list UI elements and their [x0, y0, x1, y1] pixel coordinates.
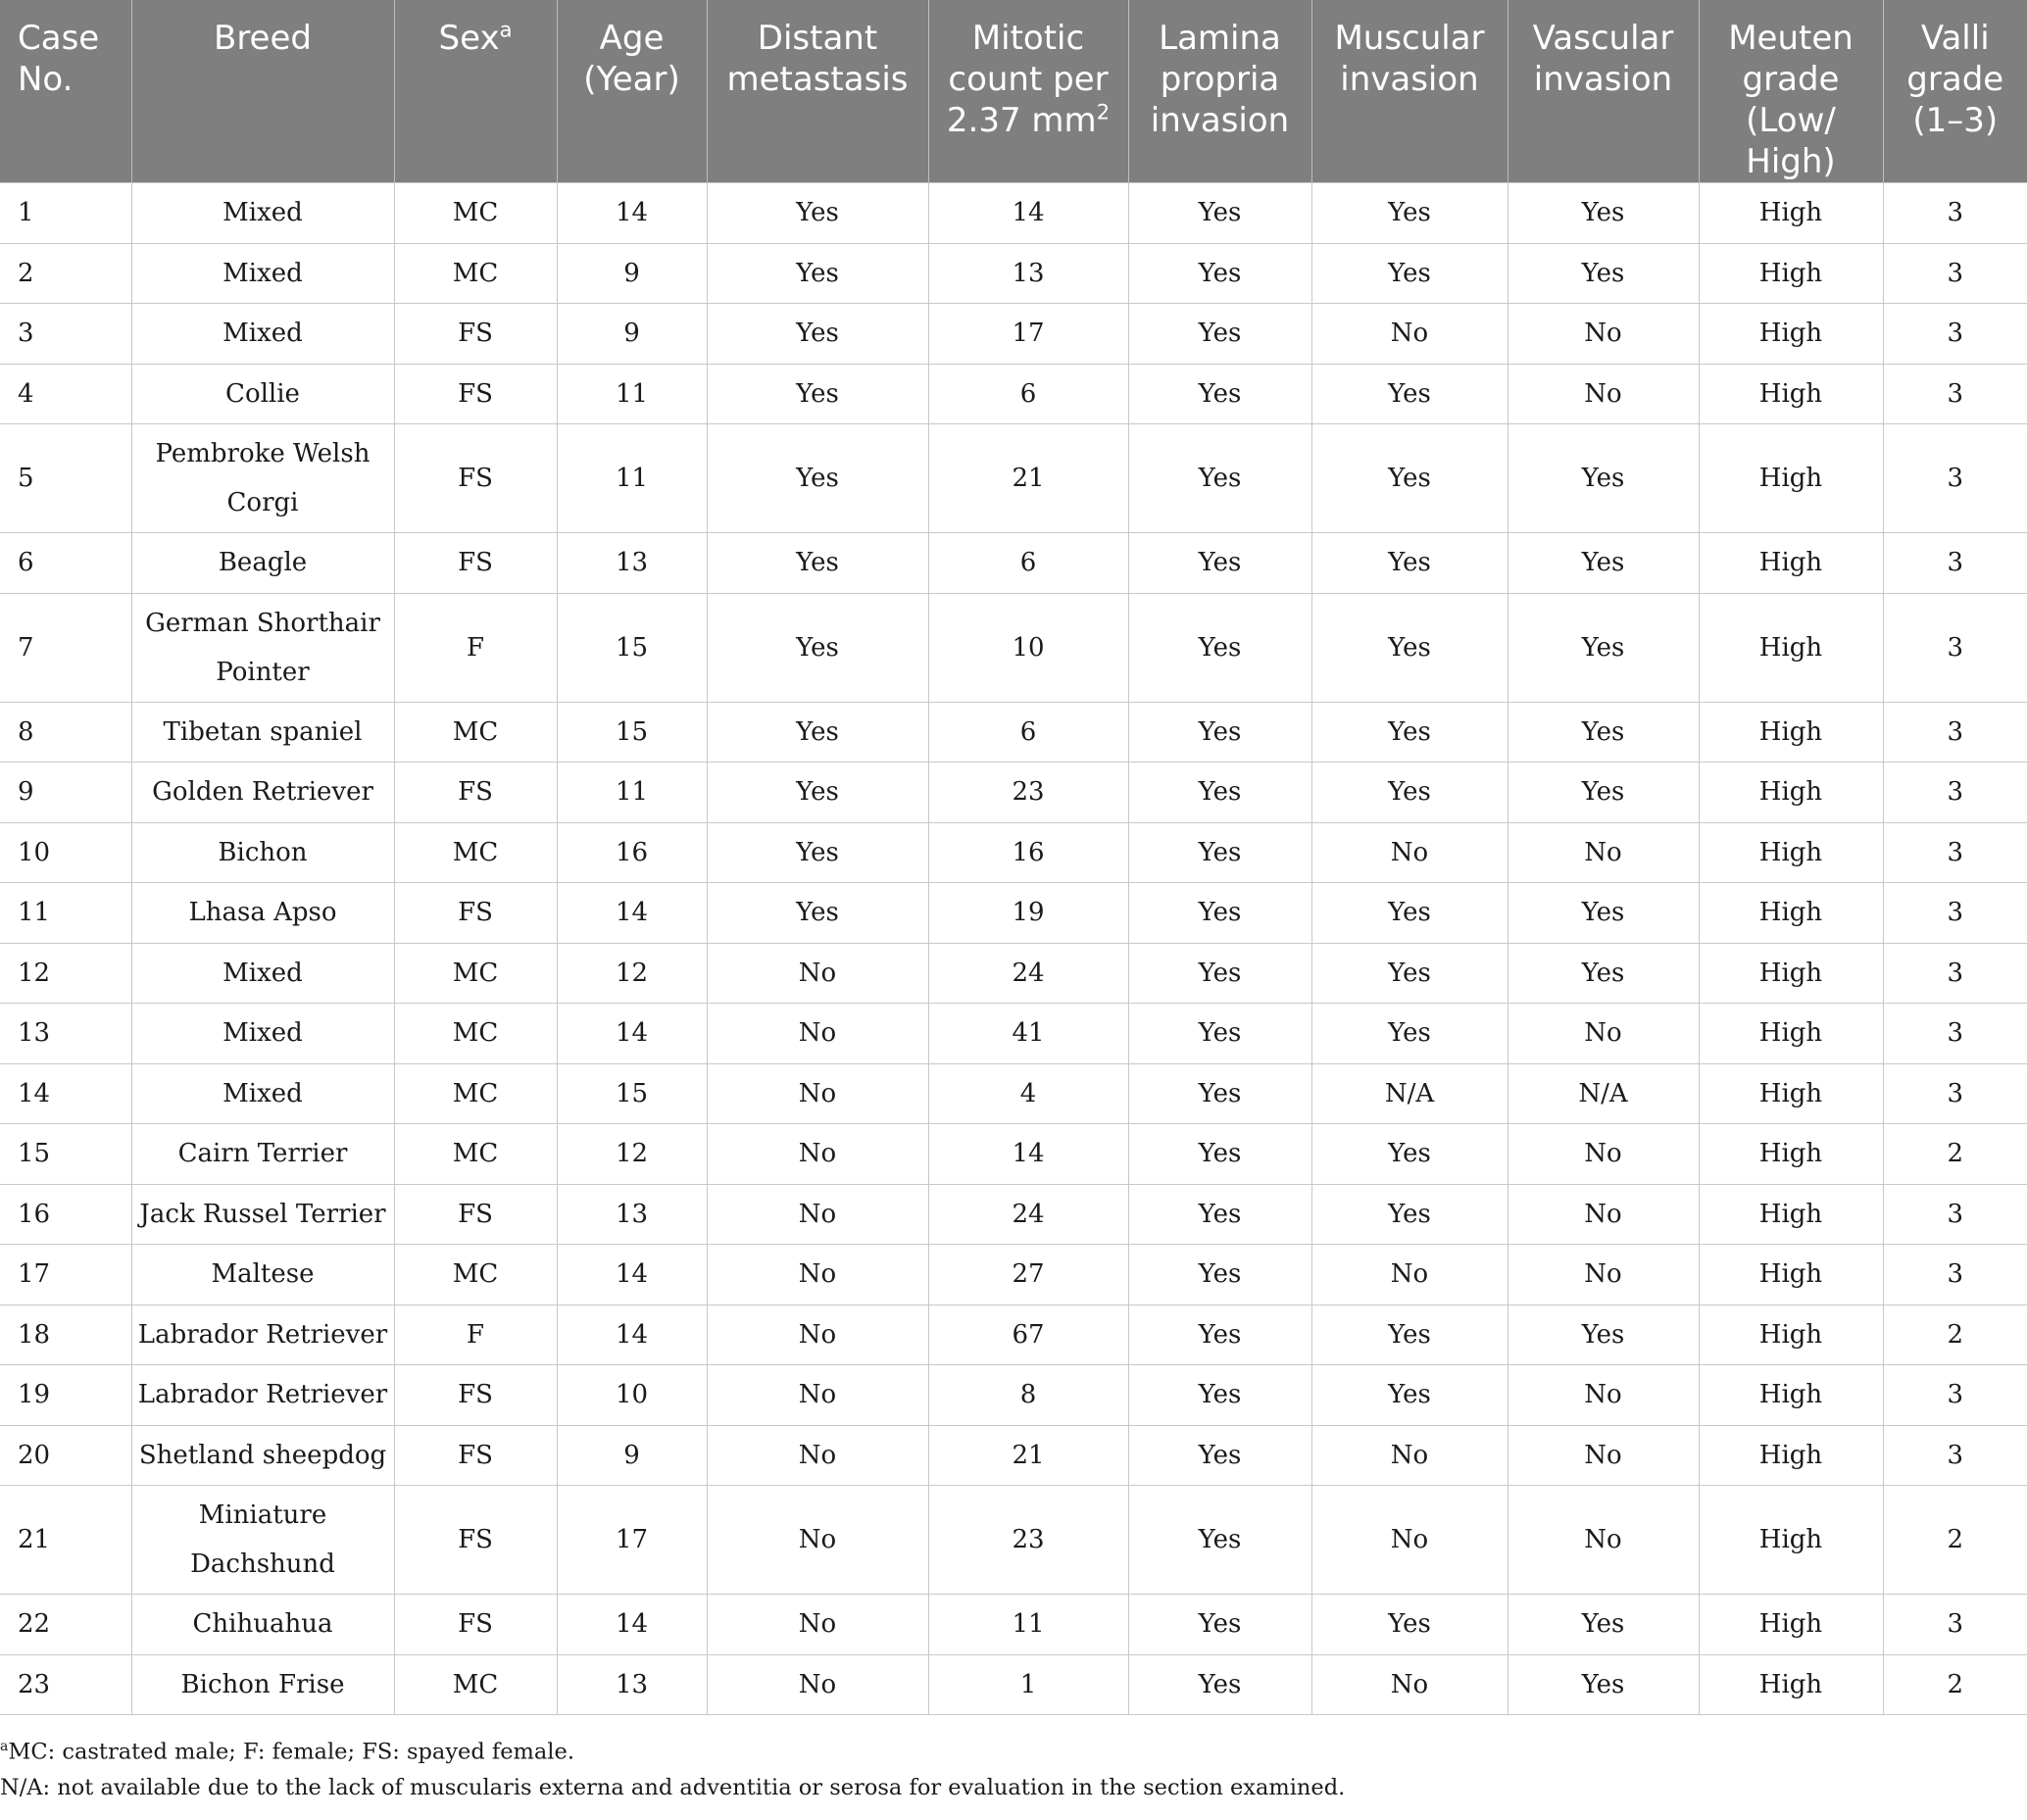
cell-meuten-grade: High — [1699, 593, 1883, 702]
cell-distant-metastasis: Yes — [707, 702, 928, 762]
cell-case-no: 4 — [0, 364, 131, 424]
cell-valli-grade: 3 — [1883, 883, 2027, 944]
cell-valli-grade: 3 — [1883, 1425, 2027, 1486]
cell-distant-metastasis: Yes — [707, 762, 928, 823]
cell-age: 14 — [557, 183, 707, 244]
cell-lamina-propria-invasion: Yes — [1128, 702, 1311, 762]
cell-vascular-invasion: Yes — [1508, 183, 1699, 244]
cell-sex: MC — [394, 943, 557, 1004]
cell-age: 14 — [557, 1245, 707, 1305]
cell-sex: MC — [394, 702, 557, 762]
cell-valli-grade: 3 — [1883, 243, 2027, 304]
cell-breed: Jack Russel Terrier — [131, 1184, 394, 1245]
cell-age: 12 — [557, 943, 707, 1004]
cell-case-no: 3 — [0, 304, 131, 365]
cell-meuten-grade: High — [1699, 424, 1883, 533]
cell-meuten-grade: High — [1699, 1425, 1883, 1486]
cell-breed: Pembroke Welsh Corgi — [131, 424, 394, 533]
cell-meuten-grade: High — [1699, 1184, 1883, 1245]
cell-lamina-propria-invasion: Yes — [1128, 1365, 1311, 1426]
cell-muscular-invasion: Yes — [1311, 702, 1508, 762]
cell-age: 14 — [557, 1304, 707, 1365]
table-row — [0, 183, 2027, 244]
table-row — [0, 1245, 2027, 1305]
cell-sex: MC — [394, 1004, 557, 1064]
cell-muscular-invasion: No — [1311, 1245, 1508, 1305]
cell-muscular-invasion: Yes — [1311, 593, 1508, 702]
cell-lamina-propria-invasion: Yes — [1128, 1304, 1311, 1365]
cell-vascular-invasion: No — [1508, 822, 1699, 883]
cell-sex: MC — [394, 822, 557, 883]
cell-vascular-invasion: No — [1508, 1124, 1699, 1185]
cell-valli-grade: 3 — [1883, 304, 2027, 365]
cell-mitotic-count: 6 — [928, 533, 1128, 594]
cell-sex: MC — [394, 1245, 557, 1305]
cell-case-no: 19 — [0, 1365, 131, 1426]
header-lamina-propria-invasion: Lamina propria invasion — [1128, 0, 1311, 183]
cell-sex: FS — [394, 1365, 557, 1426]
cell-case-no: 17 — [0, 1245, 131, 1305]
cell-muscular-invasion: Yes — [1311, 1184, 1508, 1245]
cell-vascular-invasion: Yes — [1508, 533, 1699, 594]
cell-meuten-grade: High — [1699, 183, 1883, 244]
cell-distant-metastasis: No — [707, 1595, 928, 1655]
cell-sex: FS — [394, 424, 557, 533]
cell-muscular-invasion: Yes — [1311, 1004, 1508, 1064]
cell-muscular-invasion: Yes — [1311, 762, 1508, 823]
cell-distant-metastasis: No — [707, 1365, 928, 1426]
cell-sex: FS — [394, 304, 557, 365]
cell-vascular-invasion: No — [1508, 364, 1699, 424]
cell-breed: Maltese — [131, 1245, 394, 1305]
cell-age: 11 — [557, 762, 707, 823]
cell-case-no: 7 — [0, 593, 131, 702]
cell-vascular-invasion: No — [1508, 1245, 1699, 1305]
cell-distant-metastasis: No — [707, 1004, 928, 1064]
table-row — [0, 1063, 2027, 1124]
cell-age: 15 — [557, 702, 707, 762]
cell-distant-metastasis: No — [707, 1245, 928, 1305]
cell-vascular-invasion: No — [1508, 1486, 1699, 1595]
cell-lamina-propria-invasion: Yes — [1128, 822, 1311, 883]
header-mitotic-superscript: 2 — [1096, 100, 1111, 124]
cell-distant-metastasis: No — [707, 1304, 928, 1365]
cell-meuten-grade: High — [1699, 1304, 1883, 1365]
cell-valli-grade: 3 — [1883, 533, 2027, 594]
cell-sex: FS — [394, 1425, 557, 1486]
cell-meuten-grade: High — [1699, 702, 1883, 762]
cell-breed: Cairn Terrier — [131, 1124, 394, 1185]
cell-sex: FS — [394, 533, 557, 594]
cell-distant-metastasis: Yes — [707, 533, 928, 594]
cell-vascular-invasion: No — [1508, 1425, 1699, 1486]
cell-mitotic-count: 19 — [928, 883, 1128, 944]
cell-case-no: 18 — [0, 1304, 131, 1365]
cell-muscular-invasion: No — [1311, 304, 1508, 365]
cell-breed: Lhasa Apso — [131, 883, 394, 944]
cell-sex: F — [394, 1304, 557, 1365]
cell-distant-metastasis: No — [707, 943, 928, 1004]
cell-valli-grade: 3 — [1883, 593, 2027, 702]
cell-meuten-grade: High — [1699, 1063, 1883, 1124]
cell-age: 15 — [557, 593, 707, 702]
cell-muscular-invasion: Yes — [1311, 1304, 1508, 1365]
cell-lamina-propria-invasion: Yes — [1128, 943, 1311, 1004]
table-row — [0, 1004, 2027, 1064]
cell-lamina-propria-invasion: Yes — [1128, 883, 1311, 944]
cell-sex: MC — [394, 1063, 557, 1124]
cell-valli-grade: 3 — [1883, 822, 2027, 883]
footnote-sex-abbreviations: $^a$MC: castrated male; F: female; FS: spayed female. — [0, 1739, 574, 1765]
cell-distant-metastasis: Yes — [707, 243, 928, 304]
cell-valli-grade: 3 — [1883, 702, 2027, 762]
cell-case-no: 8 — [0, 702, 131, 762]
table-row — [0, 1654, 2027, 1715]
cell-mitotic-count: 10 — [928, 593, 1128, 702]
cell-muscular-invasion: Yes — [1311, 243, 1508, 304]
table-row — [0, 1425, 2027, 1486]
cell-age: 11 — [557, 364, 707, 424]
cell-case-no: 22 — [0, 1595, 131, 1655]
cell-meuten-grade: High — [1699, 1595, 1883, 1655]
cell-lamina-propria-invasion: Yes — [1128, 1486, 1311, 1595]
cell-mitotic-count: 67 — [928, 1304, 1128, 1365]
table-row — [0, 533, 2027, 594]
header-meuten-grade: Meuten grade (Low/ High) — [1699, 0, 1883, 183]
table-body — [0, 183, 2027, 1715]
cell-muscular-invasion: Yes — [1311, 943, 1508, 1004]
cell-vascular-invasion: Yes — [1508, 1304, 1699, 1365]
cell-mitotic-count: 14 — [928, 1124, 1128, 1185]
cell-age: 14 — [557, 883, 707, 944]
cell-meuten-grade: High — [1699, 1654, 1883, 1715]
cell-distant-metastasis: Yes — [707, 304, 928, 365]
cell-vascular-invasion: Yes — [1508, 593, 1699, 702]
table-row — [0, 1365, 2027, 1426]
header-valli-grade: Valli grade (1–3) — [1883, 0, 2027, 183]
cell-meuten-grade: High — [1699, 533, 1883, 594]
cell-meuten-grade: High — [1699, 762, 1883, 823]
cell-vascular-invasion: Yes — [1508, 762, 1699, 823]
cell-case-no: 11 — [0, 883, 131, 944]
cell-muscular-invasion: Yes — [1311, 883, 1508, 944]
cell-lamina-propria-invasion: Yes — [1128, 1063, 1311, 1124]
cell-breed: Bichon — [131, 822, 394, 883]
cell-distant-metastasis: No — [707, 1063, 928, 1124]
cell-muscular-invasion: N/A — [1311, 1063, 1508, 1124]
table-row — [0, 1486, 2027, 1595]
cell-case-no: 2 — [0, 243, 131, 304]
cell-breed: Mixed — [131, 1063, 394, 1124]
cell-case-no: 15 — [0, 1124, 131, 1185]
cell-muscular-invasion: Yes — [1311, 1124, 1508, 1185]
cell-valli-grade: 3 — [1883, 1365, 2027, 1426]
cell-valli-grade: 3 — [1883, 762, 2027, 823]
header-mitotic-count: Mitotic count per 2.37 $mm^2$ — [928, 0, 1128, 183]
cell-breed: Shetland sheepdog — [131, 1425, 394, 1486]
table-row — [0, 304, 2027, 365]
cell-sex: FS — [394, 1595, 557, 1655]
cell-sex: MC — [394, 1124, 557, 1185]
cell-meuten-grade: High — [1699, 1486, 1883, 1595]
cell-case-no: 16 — [0, 1184, 131, 1245]
cell-lamina-propria-invasion: Yes — [1128, 364, 1311, 424]
cell-case-no: 14 — [0, 1063, 131, 1124]
cell-sex: MC — [394, 1654, 557, 1715]
cell-meuten-grade: High — [1699, 1124, 1883, 1185]
cell-vascular-invasion: Yes — [1508, 943, 1699, 1004]
cell-mitotic-count: 21 — [928, 424, 1128, 533]
cell-meuten-grade: High — [1699, 364, 1883, 424]
cell-sex: MC — [394, 183, 557, 244]
footnote-not-available: N/A: not available due to the lack of muscularis externa and adventitia or serosa for evaluation in the section examined. — [0, 1774, 1346, 1800]
cell-meuten-grade: High — [1699, 1365, 1883, 1426]
table-row — [0, 1184, 2027, 1245]
cell-vascular-invasion: No — [1508, 1184, 1699, 1245]
cell-mitotic-count: 13 — [928, 243, 1128, 304]
cell-case-no: 21 — [0, 1486, 131, 1595]
header-muscular-invasion: Muscular invasion — [1311, 0, 1508, 183]
cell-meuten-grade: High — [1699, 304, 1883, 365]
cell-breed: Beagle — [131, 533, 394, 594]
cell-valli-grade: 3 — [1883, 1004, 2027, 1064]
cell-mitotic-count: 14 — [928, 183, 1128, 244]
cell-breed: Mixed — [131, 243, 394, 304]
cell-lamina-propria-invasion: Yes — [1128, 593, 1311, 702]
cell-vascular-invasion: Yes — [1508, 702, 1699, 762]
table-row — [0, 243, 2027, 304]
cell-age: 14 — [557, 1004, 707, 1064]
cell-case-no: 1 — [0, 183, 131, 244]
cell-breed: Mixed — [131, 183, 394, 244]
cell-mitotic-count: 4 — [928, 1063, 1128, 1124]
cell-case-no: 6 — [0, 533, 131, 594]
cell-meuten-grade: High — [1699, 943, 1883, 1004]
cell-muscular-invasion: Yes — [1311, 364, 1508, 424]
cell-age: 14 — [557, 1595, 707, 1655]
cell-meuten-grade: High — [1699, 1245, 1883, 1305]
cell-valli-grade: 3 — [1883, 183, 2027, 244]
cell-mitotic-count: 24 — [928, 943, 1128, 1004]
cell-case-no: 10 — [0, 822, 131, 883]
cell-mitotic-count: 17 — [928, 304, 1128, 365]
cell-valli-grade: 2 — [1883, 1486, 2027, 1595]
cell-distant-metastasis: No — [707, 1486, 928, 1595]
cell-distant-metastasis: No — [707, 1654, 928, 1715]
cell-age: 15 — [557, 1063, 707, 1124]
cell-vascular-invasion: Yes — [1508, 1595, 1699, 1655]
cell-mitotic-count: 41 — [928, 1004, 1128, 1064]
header-breed: Breed — [131, 0, 394, 183]
cell-distant-metastasis: Yes — [707, 822, 928, 883]
cell-muscular-invasion: No — [1311, 1654, 1508, 1715]
cell-age: 17 — [557, 1486, 707, 1595]
cell-breed: Labrador Retriever — [131, 1304, 394, 1365]
table-row — [0, 702, 2027, 762]
cell-case-no: 13 — [0, 1004, 131, 1064]
cell-breed: Collie — [131, 364, 394, 424]
cell-lamina-propria-invasion: Yes — [1128, 1654, 1311, 1715]
cell-sex: FS — [394, 1486, 557, 1595]
cell-meuten-grade: High — [1699, 243, 1883, 304]
cell-distant-metastasis: No — [707, 1425, 928, 1486]
cell-age: 9 — [557, 304, 707, 365]
cell-valli-grade: 3 — [1883, 424, 2027, 533]
table-row — [0, 364, 2027, 424]
cell-vascular-invasion: No — [1508, 1365, 1699, 1426]
cell-meuten-grade: High — [1699, 883, 1883, 944]
cell-mitotic-count: 11 — [928, 1595, 1128, 1655]
cell-muscular-invasion: No — [1311, 1425, 1508, 1486]
cell-case-no: 9 — [0, 762, 131, 823]
cell-meuten-grade: High — [1699, 822, 1883, 883]
cell-vascular-invasion: No — [1508, 304, 1699, 365]
header-row — [0, 0, 2027, 183]
cell-mitotic-count: 23 — [928, 1486, 1128, 1595]
cell-valli-grade: 2 — [1883, 1124, 2027, 1185]
cell-lamina-propria-invasion: Yes — [1128, 1595, 1311, 1655]
cell-valli-grade: 3 — [1883, 364, 2027, 424]
cell-lamina-propria-invasion: Yes — [1128, 424, 1311, 533]
cell-age: 11 — [557, 424, 707, 533]
cell-distant-metastasis: Yes — [707, 593, 928, 702]
header-case-no: Case No. — [0, 0, 131, 183]
cell-breed: Tibetan spaniel — [131, 702, 394, 762]
cell-lamina-propria-invasion: Yes — [1128, 1184, 1311, 1245]
cell-breed: Miniature Dachshund — [131, 1486, 394, 1595]
cell-mitotic-count: 8 — [928, 1365, 1128, 1426]
cell-lamina-propria-invasion: Yes — [1128, 243, 1311, 304]
cell-breed: Mixed — [131, 304, 394, 365]
cell-valli-grade: 3 — [1883, 1595, 2027, 1655]
cell-lamina-propria-invasion: Yes — [1128, 533, 1311, 594]
cell-lamina-propria-invasion: Yes — [1128, 1425, 1311, 1486]
cell-lamina-propria-invasion: Yes — [1128, 1004, 1311, 1064]
cell-vascular-invasion: No — [1508, 1004, 1699, 1064]
cell-age: 16 — [557, 822, 707, 883]
cell-breed: Mixed — [131, 943, 394, 1004]
cell-muscular-invasion: Yes — [1311, 1365, 1508, 1426]
cell-vascular-invasion: Yes — [1508, 424, 1699, 533]
cell-muscular-invasion: No — [1311, 822, 1508, 883]
cell-age: 13 — [557, 1184, 707, 1245]
cell-breed: German Shorthair Pointer — [131, 593, 394, 702]
table-row — [0, 1595, 2027, 1655]
cell-breed: Golden Retriever — [131, 762, 394, 823]
header-distant-metastasis: Distant metastasis — [707, 0, 928, 183]
cell-lamina-propria-invasion: Yes — [1128, 183, 1311, 244]
cell-muscular-invasion: Yes — [1311, 424, 1508, 533]
cell-valli-grade: 3 — [1883, 1063, 2027, 1124]
cell-valli-grade: 3 — [1883, 1184, 2027, 1245]
cell-lamina-propria-invasion: Yes — [1128, 762, 1311, 823]
cell-distant-metastasis: Yes — [707, 424, 928, 533]
cell-sex: F — [394, 593, 557, 702]
cell-sex: FS — [394, 364, 557, 424]
cell-case-no: 12 — [0, 943, 131, 1004]
cell-age: 12 — [557, 1124, 707, 1185]
table-row — [0, 1304, 2027, 1365]
cell-breed: Chihuahua — [131, 1595, 394, 1655]
cell-mitotic-count: 6 — [928, 702, 1128, 762]
cell-breed: Mixed — [131, 1004, 394, 1064]
cell-case-no: 5 — [0, 424, 131, 533]
cell-sex: MC — [394, 243, 557, 304]
cell-mitotic-count: 21 — [928, 1425, 1128, 1486]
cell-age: 13 — [557, 533, 707, 594]
table-row — [0, 822, 2027, 883]
cell-sex: FS — [394, 883, 557, 944]
table-footnotes — [0, 1715, 2027, 1805]
table-row — [0, 1124, 2027, 1185]
header-vascular-invasion: Vascular invasion — [1508, 0, 1699, 183]
header-age: Age (Year) — [557, 0, 707, 183]
cell-meuten-grade: High — [1699, 1004, 1883, 1064]
table-row — [0, 883, 2027, 944]
cell-distant-metastasis: No — [707, 1184, 928, 1245]
cell-breed: Labrador Retriever — [131, 1365, 394, 1426]
cell-sex: FS — [394, 762, 557, 823]
cell-distant-metastasis: Yes — [707, 883, 928, 944]
cell-lamina-propria-invasion: Yes — [1128, 304, 1311, 365]
cell-muscular-invasion: No — [1311, 1486, 1508, 1595]
cell-mitotic-count: 23 — [928, 762, 1128, 823]
cell-valli-grade: 3 — [1883, 943, 2027, 1004]
cell-sex: FS — [394, 1184, 557, 1245]
cell-age: 9 — [557, 1425, 707, 1486]
cell-case-no: 20 — [0, 1425, 131, 1486]
cell-valli-grade: 3 — [1883, 1245, 2027, 1305]
table-row — [0, 762, 2027, 823]
cell-distant-metastasis: Yes — [707, 183, 928, 244]
cell-lamina-propria-invasion: Yes — [1128, 1124, 1311, 1185]
cell-age: 13 — [557, 1654, 707, 1715]
cell-mitotic-count: 1 — [928, 1654, 1128, 1715]
cell-mitotic-count: 27 — [928, 1245, 1128, 1305]
cell-lamina-propria-invasion: Yes — [1128, 1245, 1311, 1305]
header-sex: Sex$^a$ — [394, 0, 557, 183]
cell-age: 9 — [557, 243, 707, 304]
cell-muscular-invasion: Yes — [1311, 183, 1508, 244]
cell-vascular-invasion: Yes — [1508, 1654, 1699, 1715]
cell-valli-grade: 2 — [1883, 1654, 2027, 1715]
cell-mitotic-count: 6 — [928, 364, 1128, 424]
cell-distant-metastasis: No — [707, 1124, 928, 1185]
cell-age: 10 — [557, 1365, 707, 1426]
table-row — [0, 593, 2027, 702]
cell-muscular-invasion: Yes — [1311, 1595, 1508, 1655]
cell-vascular-invasion: Yes — [1508, 883, 1699, 944]
table-row — [0, 943, 2027, 1004]
header-sex-footnote-mark: a — [499, 18, 513, 42]
cell-mitotic-count: 16 — [928, 822, 1128, 883]
cell-vascular-invasion: Yes — [1508, 243, 1699, 304]
cell-distant-metastasis: Yes — [707, 364, 928, 424]
cell-mitotic-count: 24 — [928, 1184, 1128, 1245]
table-row — [0, 424, 2027, 533]
cell-muscular-invasion: Yes — [1311, 533, 1508, 594]
cell-case-no: 23 — [0, 1654, 131, 1715]
cell-valli-grade: 2 — [1883, 1304, 2027, 1365]
cell-vascular-invasion: N/A — [1508, 1063, 1699, 1124]
cell-breed: Bichon Frise — [131, 1654, 394, 1715]
